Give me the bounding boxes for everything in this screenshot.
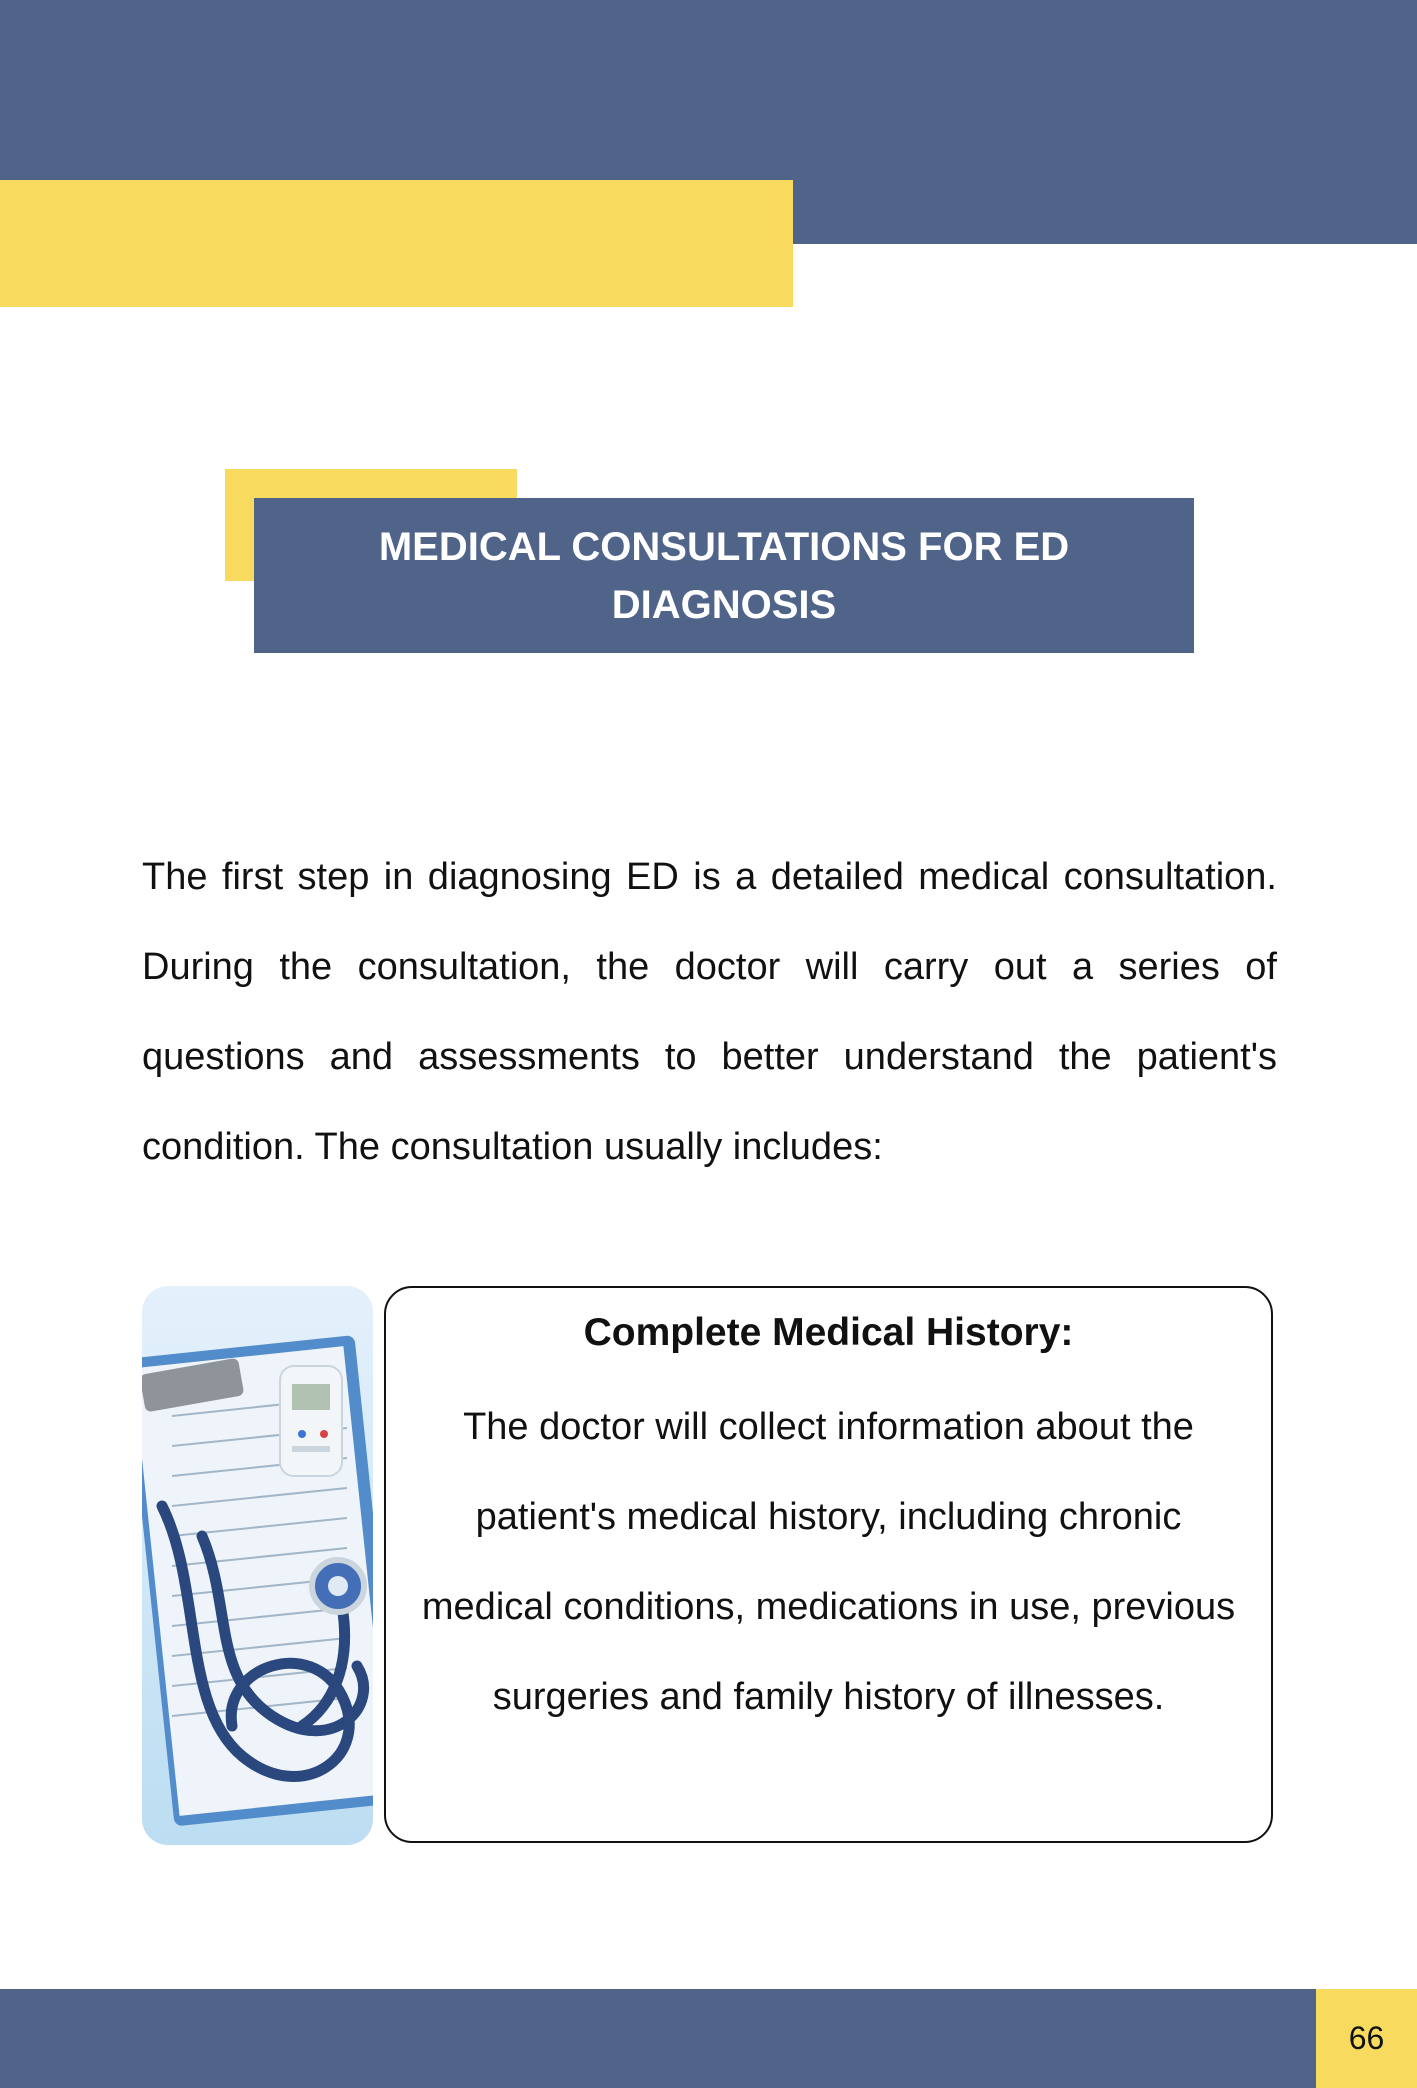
page-title-box <box>254 498 1194 653</box>
card-heading: Complete Medical History: <box>583 1311 1074 1354</box>
footer-band <box>0 1989 1316 2088</box>
stethoscope-clipboard-illustration <box>142 1286 373 1845</box>
medical-history-card <box>384 1286 1273 1843</box>
intro-paragraph: The first step in diagnosing ED is a detailed medical consultation. During the consultation, the doctor will carry out a series of questions and assessments to better understand the patient's condition. The consultation usually includes: <box>142 856 1277 1168</box>
header-accent-band <box>0 180 793 307</box>
card-body-text: The doctor will collect information about the patient's medical history, including chronic medical conditions, medications in use, previous surgeries and family history of illnesses. <box>421 1406 1236 1718</box>
page-number: 66 <box>1316 1989 1417 2088</box>
medical-photo <box>142 1286 373 1845</box>
page-title: MEDICAL CONSULTATIONS FOR ED DIAGNOSIS <box>378 524 1070 627</box>
